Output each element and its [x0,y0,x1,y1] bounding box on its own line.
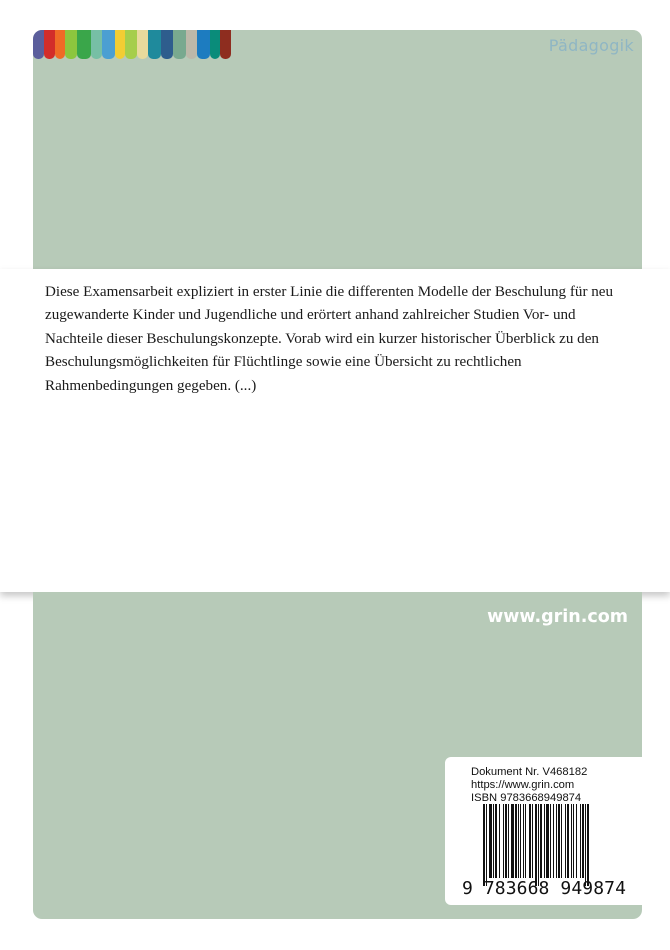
barcode-bar [544,804,545,878]
barcode-bar [505,804,507,878]
color-stripes [33,30,231,59]
color-stripe [173,30,186,59]
barcode-bar [525,804,526,878]
color-stripe [91,30,102,59]
book-description: Diese Examensarbeit expliziert in erster Linie die differenten Modelle der Beschulung für neu zugewanderte Kinder und Jugendliche und erörtert anhand zahlreicher Studien Vor- und Nachteile dieser Beschulungskonzepte. Vorab wird ein kurzer historischer Überblick zu den Beschulungsmöglichkeiten für Flüchtlinge sowie eine Übersicht zu rechtlichen Rahmenbedingungen gegeben. (...) [45,284,614,394]
color-stripe [33,30,44,59]
barcode-bar [561,804,562,878]
barcode-bar [523,804,524,878]
color-stripe [210,30,220,59]
barcode-bar [556,804,557,878]
category-label: Pädagogik [548,36,634,55]
barcode-bar [540,804,542,878]
barcode-bar [587,804,589,886]
barcode-bar [483,804,485,886]
barcode-bar [546,804,549,878]
document-url: https://www.grin.com [471,779,575,791]
color-stripe [102,30,115,59]
barcode-bar [493,804,494,878]
barcode-bar [495,804,497,878]
barcode-bar [558,804,560,878]
barcode-digits: 9 783668 949874 [462,878,627,899]
barcode-bar [503,804,504,878]
color-stripe [55,30,65,59]
barcode [483,804,631,886]
color-stripe [148,30,161,59]
barcode-bar [518,804,519,878]
barcode-bar [585,804,586,886]
color-stripe [77,30,91,59]
barcode-bar [571,804,572,878]
barcode-bar [567,804,569,878]
barcode-bar [499,804,500,878]
barcode-bar [508,804,509,878]
barcode-bar [576,804,577,878]
color-stripe [161,30,173,59]
barcode-bar [565,804,566,878]
barcode-bar [538,804,539,886]
color-stripe [197,30,210,59]
barcode-bar [573,804,574,878]
barcode-bar [486,804,487,886]
color-stripe [65,30,77,59]
barcode-bar [532,804,533,878]
barcode-bar [489,804,492,878]
barcode-bar [580,804,581,878]
color-stripe [137,30,148,59]
barcode-bar [529,804,531,878]
barcode-bar [515,804,517,878]
barcode-bar [535,804,537,886]
barcode-bar [553,804,554,878]
cover-top-panel [33,30,642,269]
color-stripe [186,30,197,59]
color-stripe [125,30,137,59]
barcode-bar [550,804,551,878]
isbn-number: ISBN 9783668949874 [471,792,582,804]
barcode-bar [520,804,521,878]
isbn-box [445,757,642,905]
barcode-bar [511,804,514,878]
color-stripe [115,30,125,59]
color-stripe [220,30,231,59]
document-number: Dokument Nr. V468182 [471,766,588,778]
barcode-bar [582,804,584,878]
publisher-website[interactable]: www.grin.com [487,607,628,627]
color-stripe [44,30,55,59]
